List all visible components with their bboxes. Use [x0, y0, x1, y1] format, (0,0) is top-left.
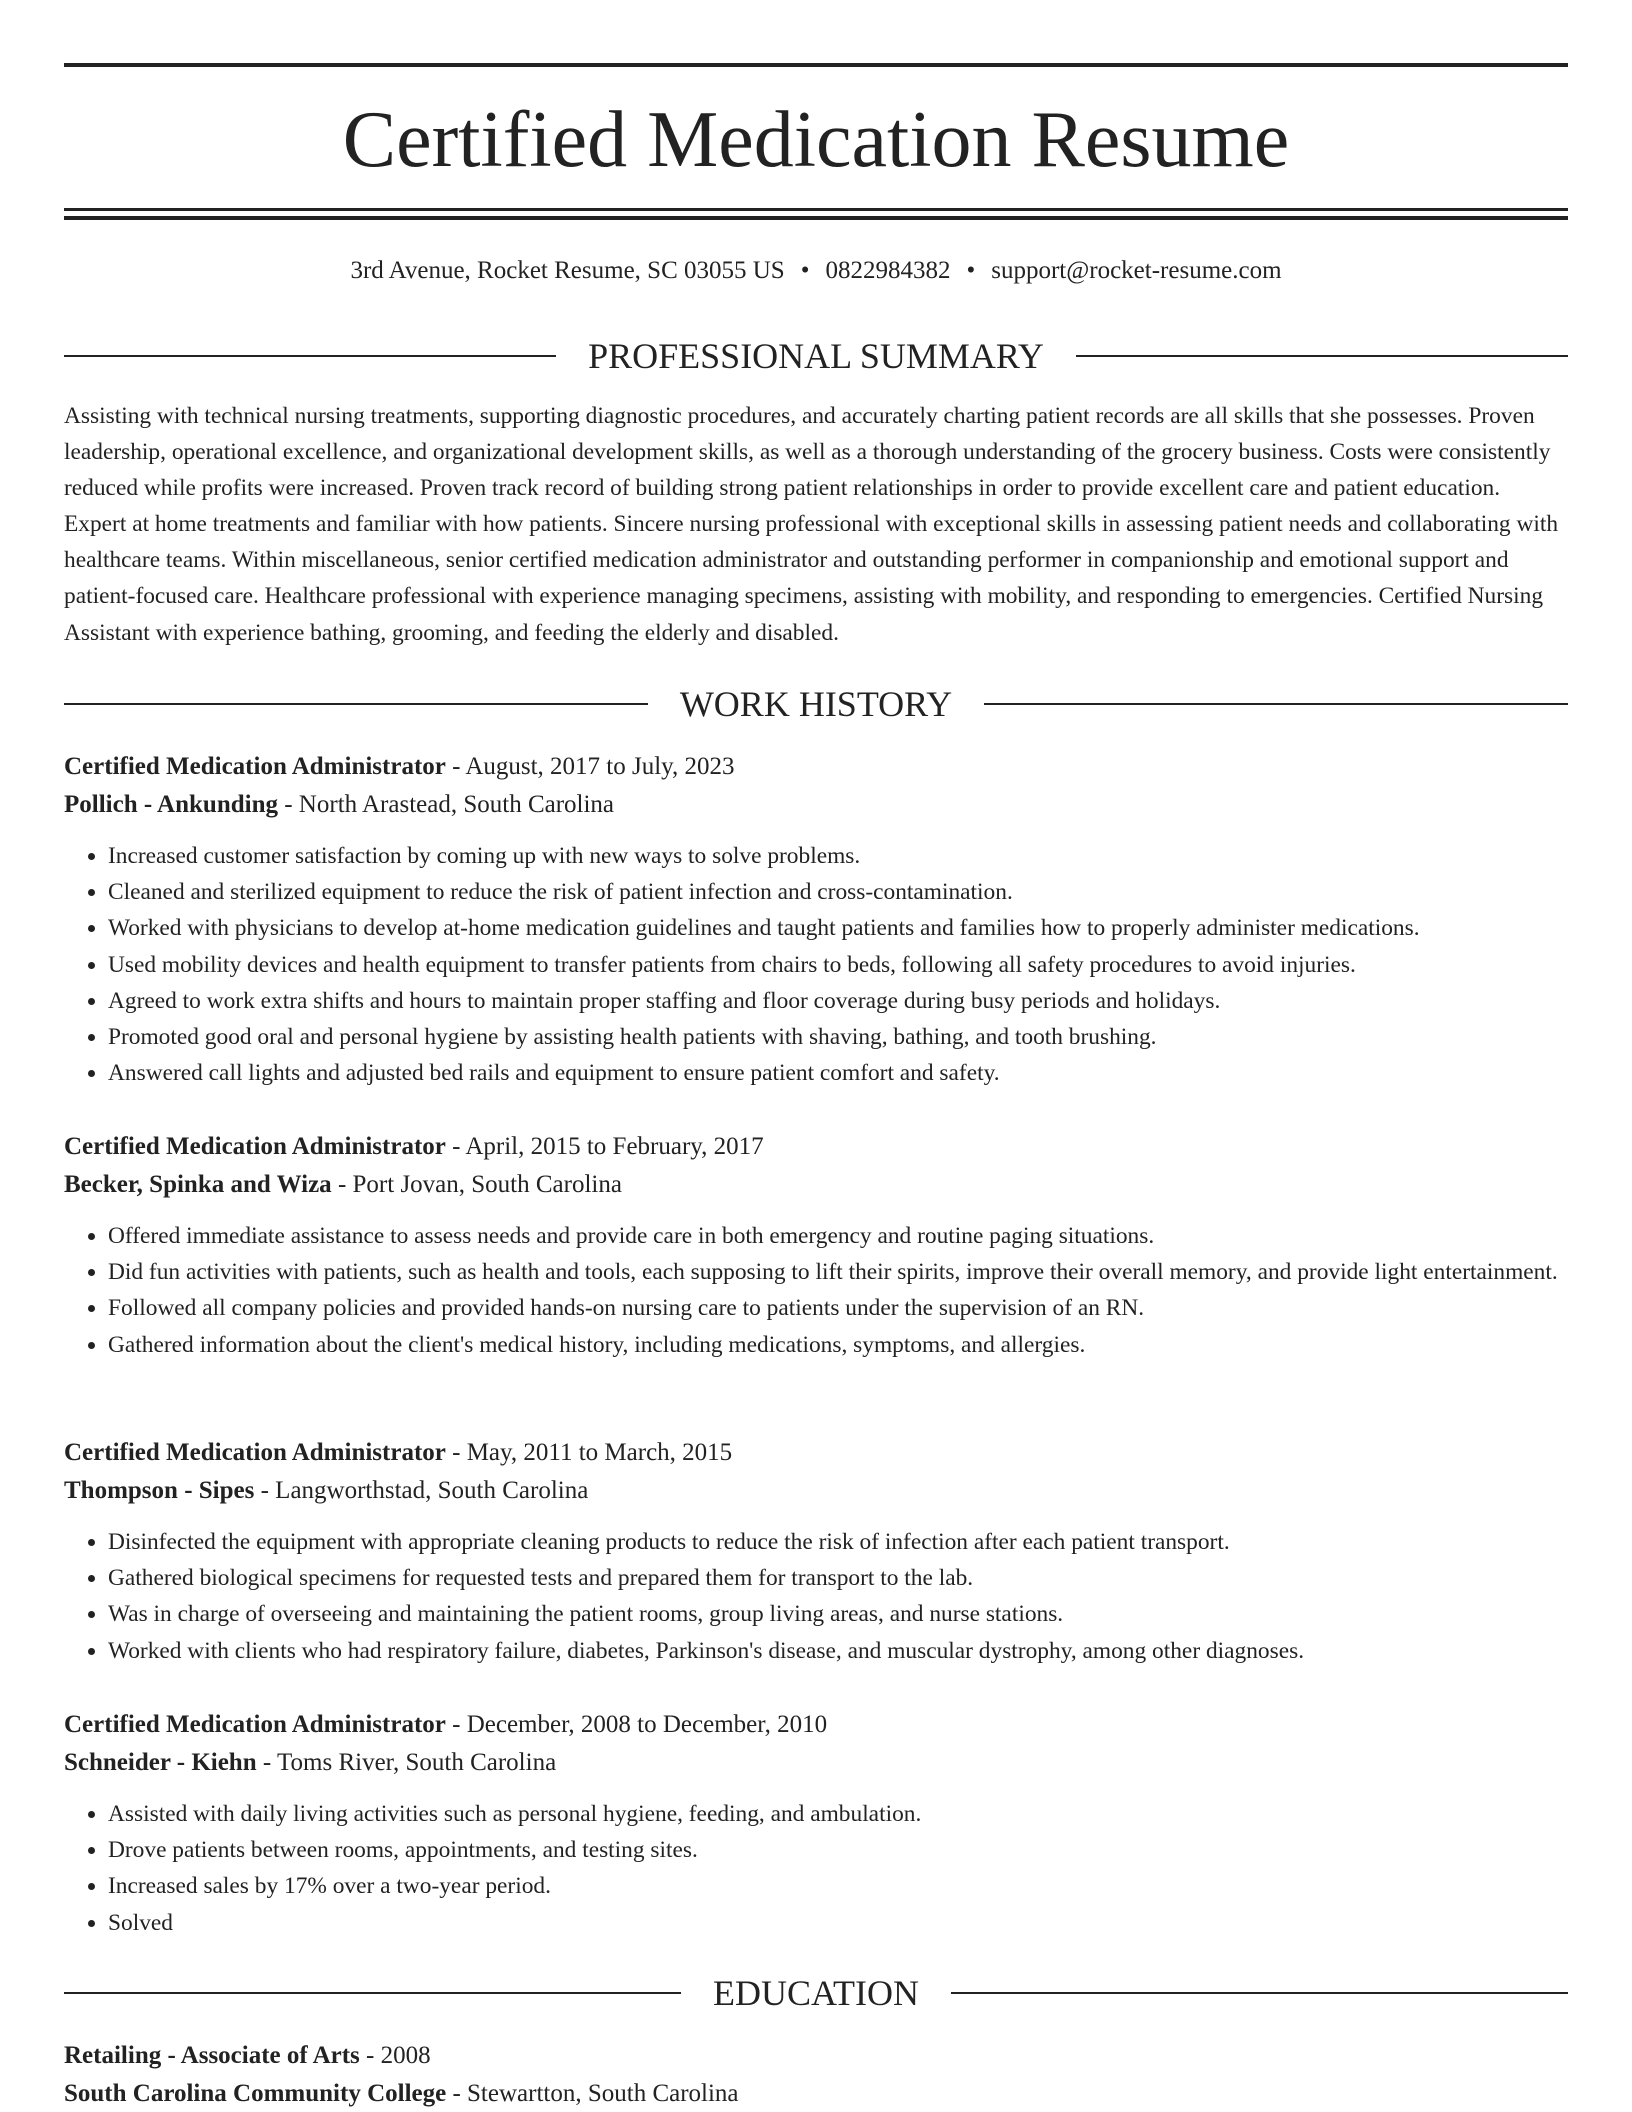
job-entry [64, 748, 1568, 1091]
job-location: - Toms River, South Carolina [256, 1749, 557, 1776]
heading-rule [64, 703, 648, 705]
job-company-line [64, 786, 1568, 824]
job-bullet: • Disinfected the equipment with appropriate cleaning products to reduce the risk of infection after each patient transport. [108, 1524, 1568, 1560]
job-title: Certified Medication Administrator [64, 1711, 446, 1738]
job-title-line [64, 1706, 1568, 1744]
contact-address: 3rd Avenue, Rocket Resume, SC 03055 US [350, 257, 785, 284]
education-school-line [64, 2075, 1568, 2112]
job-company-line [64, 1744, 1568, 1782]
title-double-rule [64, 208, 1568, 220]
job-entry [64, 1706, 1568, 1941]
education-degree: Retailing - Associate of Arts [64, 2042, 360, 2069]
job-bullets [64, 838, 1568, 1091]
job-company: Schneider - Kiehn [64, 1749, 257, 1776]
resume-title: Certified Medication Resume [342, 96, 1290, 184]
contact-line [64, 254, 1568, 288]
job-entry [64, 1434, 1568, 1669]
heading-rule [984, 703, 1568, 705]
job-bullet: • Used mobility devices and health equipment to transfer patients from chairs to beds, following all safety procedures to avoid injuries. [108, 947, 1568, 983]
job-bullet: • Gathered information about the client's medical history, including medications, symptoms, and allergies. [108, 1327, 1568, 1363]
job-company: Pollich - Ankunding [64, 791, 278, 818]
job-company-line [64, 1472, 1568, 1510]
job-dates: - May, 2011 to March, 2015 [445, 1439, 733, 1466]
job-bullet: • Drove patients between rooms, appointments, and testing sites. [108, 1832, 1568, 1868]
job-bullet: • Cleaned and sterilized equipment to reduce the risk of patient infection and cross-contamination. [108, 874, 1568, 910]
job-company-line [64, 1166, 1568, 1204]
education-entry [64, 2037, 1568, 2112]
job-bullet: • Gathered biological specimens for requested tests and prepared them for transport to the lab. [108, 1560, 1568, 1596]
job-bullet: • Agreed to work extra shifts and hours to maintain proper staffing and floor coverage during busy periods and holidays. [108, 983, 1568, 1019]
job-bullets [64, 1218, 1568, 1363]
summary-paragraph: Assisting with technical nursing treatments, supporting diagnostic procedures, and accurately charting patient records are all skills that she possesses. Proven leadership, operational excellence, and organizational development skills, as well as a thorough understanding of the grocery business. Costs were consistently reduced while profits were increased. Proven track record of building strong patient relationships in order to provide excellent care and patient education. Expert at home treatments and familiar with how patients. Sincere nursing professional with exceptional skills in assessing patient needs and collaborating with healthcare teams. Within miscellaneous, senior certified medication administrator and outstanding performer in companionship and emotional support and patient-focused care. Healthcare professional with experience managing specimens, assisting with mobility, and responding to emergencies. Certified Nursing Assistant with experience bathing, grooming, and feeding the elderly and disabled. [64, 403, 1559, 646]
job-location: - Langworthstad, South Carolina [254, 1477, 589, 1504]
job-bullet: • Promoted good oral and personal hygiene by assisting health patients with shaving, bathing, and tooth brushing. [108, 1019, 1568, 1055]
job-bullet: • Solved [108, 1905, 1568, 1941]
section-heading-education [64, 1973, 1568, 2013]
contact-separator: • [966, 257, 976, 284]
job-title: Certified Medication Administrator [64, 1133, 446, 1160]
section-heading-summary [64, 336, 1568, 376]
job-dates: - December, 2008 to December, 2010 [445, 1711, 828, 1738]
job-bullets [64, 1796, 1568, 1941]
job-bullet: • Worked with clients who had respiratory failure, diabetes, Parkinson's disease, and muscular dystrophy, among other diagnoses. [108, 1633, 1568, 1669]
job-bullet: • Was in charge of overseeing and maintaining the patient rooms, group living areas, and nurse stations. [108, 1596, 1568, 1632]
section-heading-label: EDUCATION [713, 1973, 919, 2013]
job-title-line [64, 1434, 1568, 1472]
heading-rule [64, 355, 556, 357]
contact-email[interactable]: support@rocket-resume.com [991, 257, 1282, 284]
job-company: Thompson - Sipes [64, 1477, 255, 1504]
job-dates: - August, 2017 to July, 2023 [445, 753, 735, 780]
job-location: - Port Jovan, South Carolina [331, 1171, 622, 1198]
job-bullets [64, 1524, 1568, 1669]
section-heading-label: WORK HISTORY [679, 684, 953, 724]
job-bullet: • Assisted with daily living activities such as personal hygiene, feeding, and ambulation. [108, 1796, 1568, 1832]
job-title-line [64, 1128, 1568, 1166]
job-location: - North Arastead, South Carolina [277, 791, 615, 818]
job-entry [64, 1128, 1568, 1363]
contact-separator: • [800, 257, 810, 284]
job-bullet: • Offered immediate assistance to assess needs and provide care in both emergency and routine paging situations. [108, 1218, 1568, 1254]
education-school: South Carolina Community College [64, 2080, 447, 2107]
job-bullet: • Increased customer satisfaction by coming up with new ways to solve problems. [108, 838, 1568, 874]
job-bullet: • Increased sales by 17% over a two-year period. [108, 1868, 1568, 1904]
heading-rule [1076, 355, 1568, 357]
job-title-line [64, 748, 1568, 786]
job-dates: - April, 2015 to February, 2017 [445, 1133, 764, 1160]
top-rule [64, 63, 1568, 67]
heading-rule [64, 1992, 681, 1994]
education-location: - Stewartton, South Carolina [446, 2080, 739, 2107]
job-title: Certified Medication Administrator [64, 753, 446, 780]
contact-phone[interactable]: 0822984382 [825, 257, 951, 284]
heading-rule [951, 1992, 1568, 1994]
section-heading-label: PROFESSIONAL SUMMARY [588, 336, 1044, 376]
job-bullet: • Answered call lights and adjusted bed rails and equipment to ensure patient comfort and safety. [108, 1055, 1568, 1091]
job-bullet: • Worked with physicians to develop at-home medication guidelines and taught patients and families how to properly administer medications. [108, 910, 1568, 946]
education-year: - 2008 [359, 2042, 431, 2069]
section-heading-work [64, 684, 1568, 724]
job-company: Becker, Spinka and Wiza [64, 1171, 332, 1198]
job-bullet: • Followed all company policies and provided hands-on nursing care to patients under the supervision of an RN. [108, 1290, 1568, 1326]
job-title: Certified Medication Administrator [64, 1439, 446, 1466]
job-bullet: • Did fun activities with patients, such as health and tools, each supposing to lift their spirits, improve their overall memory, and provide light entertainment. [108, 1254, 1568, 1290]
education-degree-line [64, 2037, 1568, 2075]
